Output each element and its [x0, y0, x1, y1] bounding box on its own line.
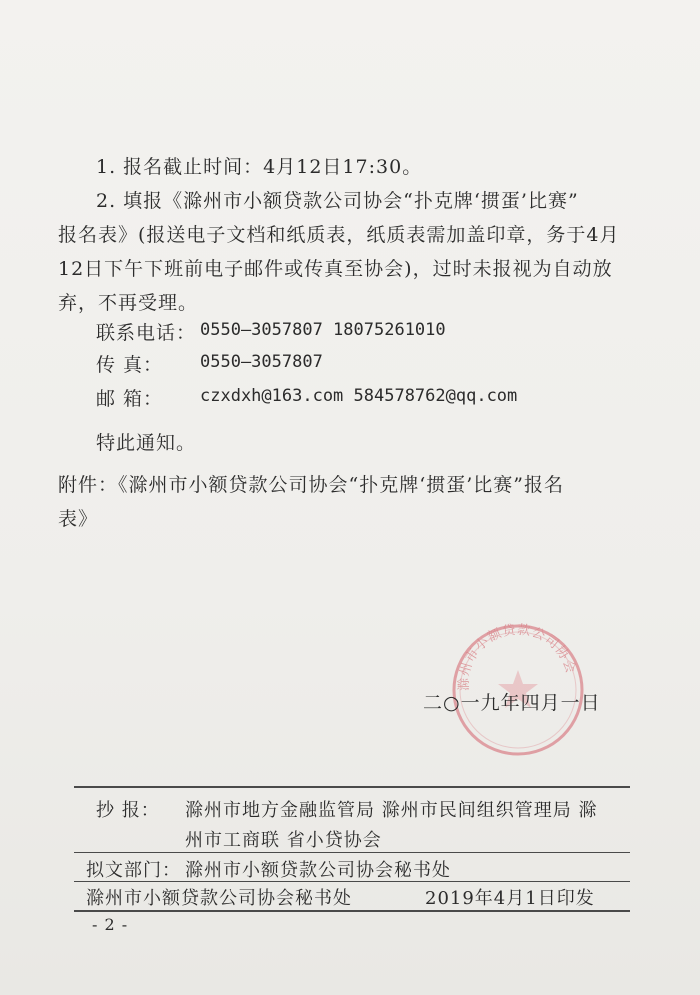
phone-label: 联系电话： — [96, 322, 197, 344]
issue-date: 2019年4月1日印发 — [425, 888, 595, 909]
fax-value: 0550—3057807 — [200, 352, 323, 372]
phone-value: 0550—3057807 18075261010 — [200, 320, 446, 340]
page-number: - 2 - — [92, 915, 129, 934]
email-value: czxdxh@163.com 584578762@qq.com — [200, 386, 518, 406]
notice-text: 特此通知。 — [96, 432, 197, 454]
drafter-label: 拟文部门： — [86, 860, 181, 881]
deadline-item: 1. 报名截止时间：4月12日17:30。 — [96, 156, 423, 178]
attachment-line-1: 附件：《滁州市小额贷款公司协会“扑克牌‘掼蛋’比赛”报名 — [58, 474, 565, 496]
footer-top-rule — [74, 786, 630, 788]
footer-bottom-rule — [74, 910, 630, 912]
email-label: 邮 箱： — [96, 388, 164, 410]
issue-date-chinese: 二○一九年四月一日 — [423, 692, 601, 714]
cc-recipients-line-1: 滁州市地方金融监管局 滁州市民间组织管理局 滁 — [185, 800, 598, 821]
registration-item-line-2: 报名表》(报送电子文档和纸质表，纸质表需加盖印章，务于4月 — [58, 224, 620, 246]
registration-item-line-1: 2. 填报《滁州市小额贷款公司协会“扑克牌‘掼蛋’比赛” — [96, 190, 579, 212]
registration-item-line-4: 弃，不再受理。 — [58, 292, 199, 314]
issuer-name: 滁州市小额贷款公司协会秘书处 — [86, 888, 352, 909]
registration-item-line-3: 12日下午下班前电子邮件或传真至协会)，过时未报视为自动放 — [58, 258, 613, 280]
footer-rule-2 — [74, 881, 630, 882]
footer-rule-1 — [74, 852, 630, 853]
fax-label: 传 真： — [96, 354, 164, 376]
attachment-line-2: 表》 — [58, 508, 99, 530]
cc-recipients-line-2: 州市工商联 省小贷协会 — [185, 830, 382, 851]
drafter-department: 滁州市小额贷款公司协会秘书处 — [185, 860, 451, 881]
cc-label: 抄 报： — [96, 800, 160, 821]
seal-text: 滁州市小额贷款公司协会 — [456, 622, 579, 691]
